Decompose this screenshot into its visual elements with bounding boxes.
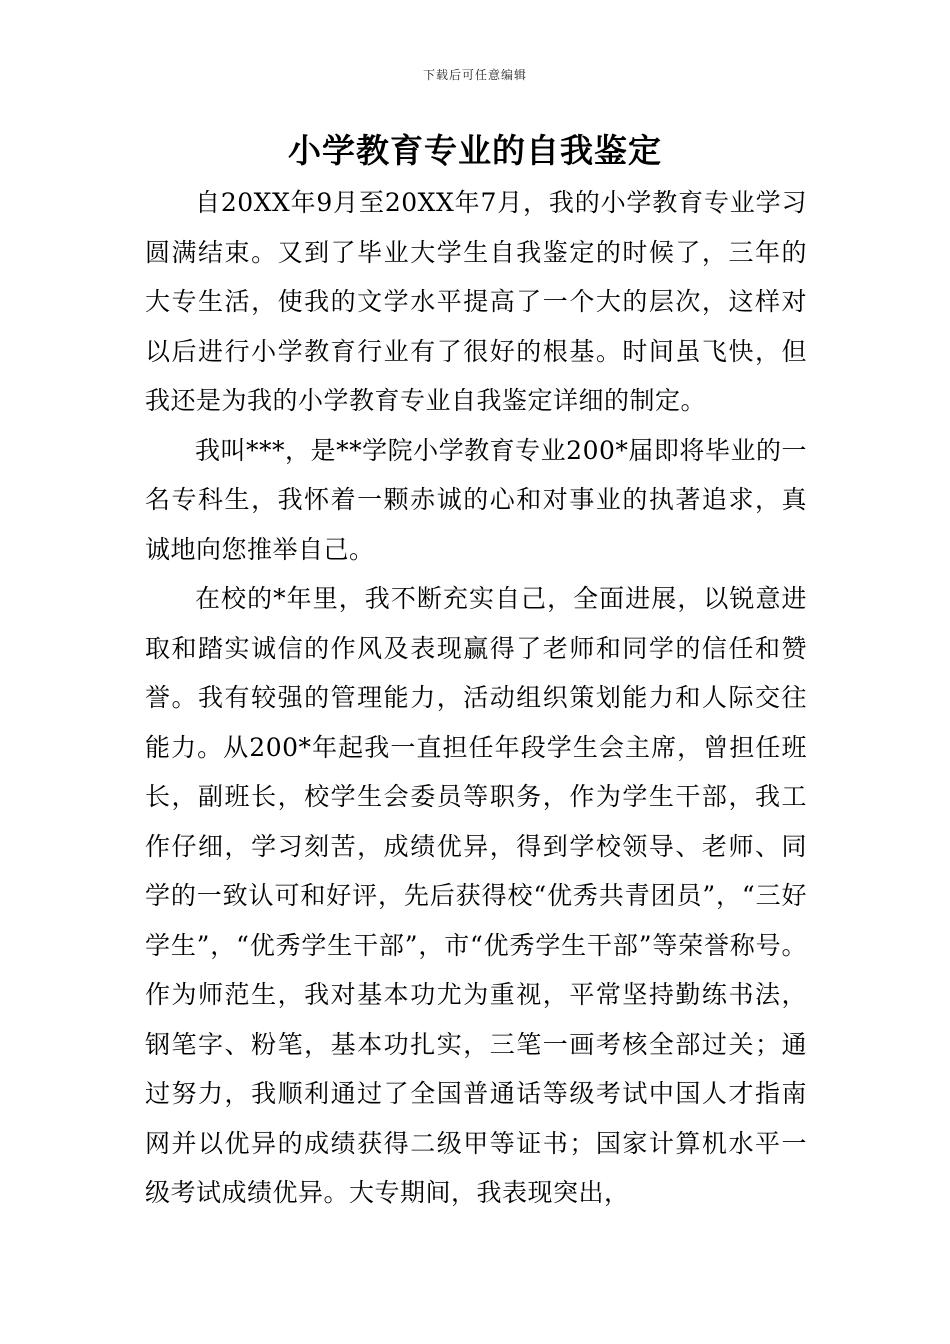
document-body <box>145 178 807 1218</box>
paragraph-1: 自20XX年9月至20XX年7月，我的小学教育专业学习圆满结束。又到了毕业大学生自我鉴定的时候了，三年的大专生活，使我的文学水平提高了一个大的层次，这样对以后进行小学教育行业有了很好的根基。时间虽飞快，但我还是为我的小学教育专业自我鉴定详细的制定。 <box>145 188 807 415</box>
header-note: 下载后可任意编辑 <box>422 68 527 82</box>
paragraph-2: 我叫***，是**学院小学教育专业200*届即将毕业的一名专科生，我怀着一颗赤诚的心和对事业的执著追求，真诚地向您推举自己。 <box>145 435 807 564</box>
paragraph-3: 在校的*年里，我不断充实自己，全面进展，以锐意进取和踏实诚信的作风及表现赢得了老师和同学的信任和赞誉。我有较强的管理能力，活动组织策划能力和人际交往能力。从200*年起我一直担任年段学生会主席，曾担任班长，副班长，校学生会委员等职务，作为学生干部，我工作仔细，学习刻苦，成绩优异，得到学校领导、老师、同学的一致认可和好评，先后获得校“优秀共青团员”，“三好学生”，“优秀学生干部”，市“优秀学生干部”等荣誉称号。作为师范生，我对基本功尤为重视，平常坚持勤练书法，钢笔字、粉笔，基本功扎实，三笔一画考核全部过关；通过努力，我顺利通过了全国普通话等级考试中国人才指南网并以优异的成绩获得二级甲等证书；国家计算机水平一级考试成绩优异。大专期间，我表现突出， <box>145 584 807 1207</box>
document-title: 小学教育专业的自我鉴定 <box>288 131 662 170</box>
